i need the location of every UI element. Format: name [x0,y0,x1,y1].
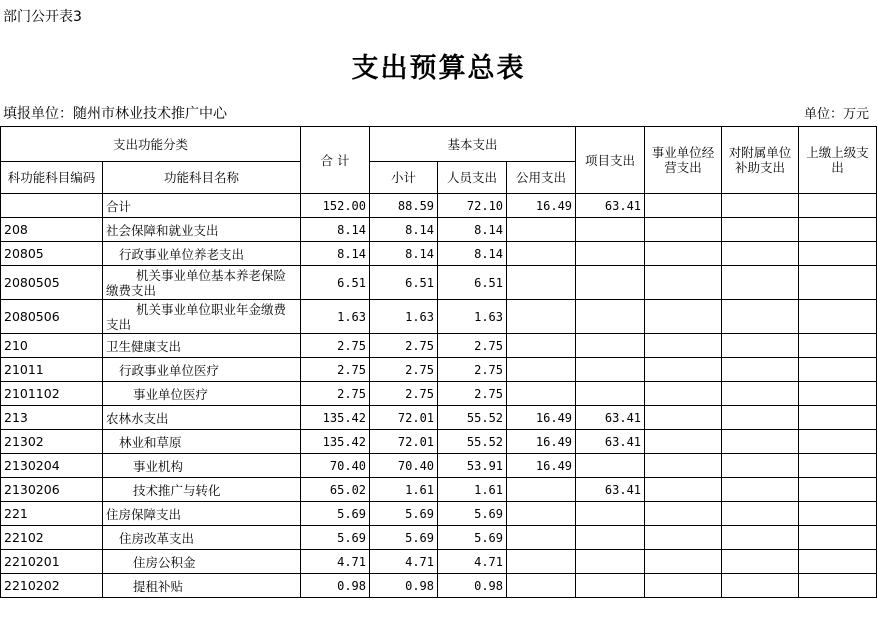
cell-upper [799,300,877,334]
cell-code: 213 [1,406,103,430]
cell-total: 152.00 [301,194,370,218]
cell-subtotal: 1.61 [370,478,438,502]
header-row-1 [1,127,877,162]
cell-public [507,358,576,382]
cell-code: 208 [1,218,103,242]
table-row [1,454,877,478]
cell-code: 2130206 [1,478,103,502]
cell-sub-unit [722,478,799,502]
cell-name: 住房改革支出 [103,526,301,550]
cell-total: 65.02 [301,478,370,502]
cell-upper [799,334,877,358]
cell-project [576,300,645,334]
cell-public: 16.49 [507,430,576,454]
cell-code: 2210201 [1,550,103,574]
currency-unit: 单位：万元 [803,107,869,122]
header-code: 科功能科目编码 [1,162,103,194]
table-row [1,502,877,526]
cell-code: 2101102 [1,382,103,406]
header-total: 合 计 [301,127,370,194]
cell-total: 6.51 [301,266,370,300]
cell-upper [799,430,877,454]
cell-name: 林业和草原 [103,430,301,454]
cell-public [507,574,576,598]
cell-project [576,382,645,406]
cell-total: 2.75 [301,382,370,406]
cell-biz [645,574,722,598]
cell-subtotal: 2.75 [370,334,438,358]
cell-biz [645,266,722,300]
cell-project: 63.41 [576,478,645,502]
cell-name: 住房公积金 [103,550,301,574]
cell-upper [799,266,877,300]
cell-biz [645,300,722,334]
cell-name: 机关事业单位基本养老保险缴费支出 [103,266,301,300]
cell-upper [799,382,877,406]
cell-public: 16.49 [507,194,576,218]
cell-public [507,382,576,406]
header-public: 公用支出 [507,162,576,194]
cell-name: 技术推广与转化 [103,478,301,502]
cell-sub-unit [722,502,799,526]
document-tag: 部门公开表3 [3,9,82,25]
cell-public: 16.49 [507,454,576,478]
cell-sub-unit [722,574,799,598]
cell-upper [799,218,877,242]
cell-upper [799,478,877,502]
header-func-class: 支出功能分类 [1,127,301,162]
budget-table [0,126,877,598]
cell-sub-unit [722,430,799,454]
cell-personnel: 53.91 [438,454,507,478]
cell-personnel: 5.69 [438,502,507,526]
cell-total: 0.98 [301,574,370,598]
cell-personnel: 0.98 [438,574,507,598]
header-project: 项目支出 [576,127,645,194]
cell-name: 住房保障支出 [103,502,301,526]
cell-subtotal: 5.69 [370,526,438,550]
cell-name: 提租补贴 [103,574,301,598]
table-row [1,242,877,266]
cell-total: 8.14 [301,218,370,242]
cell-code: 22102 [1,526,103,550]
cell-public [507,526,576,550]
cell-sub-unit [722,550,799,574]
cell-subtotal: 72.01 [370,406,438,430]
table-row [1,550,877,574]
cell-project [576,502,645,526]
cell-public [507,218,576,242]
table-row [1,406,877,430]
cell-sub-unit [722,266,799,300]
cell-biz [645,218,722,242]
header-subtotal: 小计 [370,162,438,194]
table-row [1,526,877,550]
cell-personnel: 1.61 [438,478,507,502]
cell-total: 8.14 [301,242,370,266]
cell-project [576,334,645,358]
cell-name: 事业单位医疗 [103,382,301,406]
page-title: 支出预算总表 [351,53,526,84]
cell-public [507,266,576,300]
cell-personnel: 8.14 [438,242,507,266]
cell-upper [799,194,877,218]
cell-name: 行政事业单位医疗 [103,358,301,382]
header-personnel: 人员支出 [438,162,507,194]
cell-personnel: 4.71 [438,550,507,574]
cell-upper [799,454,877,478]
cell-sub-unit [722,334,799,358]
cell-subtotal: 88.59 [370,194,438,218]
cell-name: 农林水支出 [103,406,301,430]
cell-total: 4.71 [301,550,370,574]
table-row [1,430,877,454]
cell-code: 2080505 [1,266,103,300]
cell-subtotal: 4.71 [370,550,438,574]
cell-sub-unit [722,194,799,218]
header-sub-unit: 对附属单位补助支出 [722,127,799,194]
cell-personnel: 72.10 [438,194,507,218]
cell-total: 70.40 [301,454,370,478]
cell-code: 221 [1,502,103,526]
header-name: 功能科目名称 [103,162,301,194]
cell-total: 5.69 [301,502,370,526]
cell-sub-unit [722,218,799,242]
table-row [1,382,877,406]
table-row [1,574,877,598]
cell-personnel: 8.14 [438,218,507,242]
cell-personnel: 1.63 [438,300,507,334]
cell-code: 2080506 [1,300,103,334]
cell-subtotal: 8.14 [370,218,438,242]
cell-upper [799,242,877,266]
cell-personnel: 2.75 [438,382,507,406]
cell-public: 16.49 [507,406,576,430]
cell-biz [645,430,722,454]
cell-upper [799,526,877,550]
cell-total: 2.75 [301,334,370,358]
cell-code [1,194,103,218]
cell-personnel: 55.52 [438,406,507,430]
table-row [1,334,877,358]
cell-subtotal: 2.75 [370,358,438,382]
cell-biz [645,406,722,430]
cell-sub-unit [722,242,799,266]
cell-name: 机关事业单位职业年金缴费支出 [103,300,301,334]
cell-personnel: 2.75 [438,358,507,382]
cell-public [507,300,576,334]
cell-project [576,550,645,574]
cell-project [576,454,645,478]
cell-project: 63.41 [576,194,645,218]
cell-biz [645,242,722,266]
cell-sub-unit [722,300,799,334]
cell-public [507,550,576,574]
cell-name: 卫生健康支出 [103,334,301,358]
cell-project [576,242,645,266]
cell-subtotal: 70.40 [370,454,438,478]
cell-biz [645,526,722,550]
cell-personnel: 5.69 [438,526,507,550]
cell-code: 2210202 [1,574,103,598]
cell-sub-unit [722,526,799,550]
cell-biz [645,454,722,478]
cell-code: 210 [1,334,103,358]
cell-subtotal: 5.69 [370,502,438,526]
cell-total: 1.63 [301,300,370,334]
cell-subtotal: 0.98 [370,574,438,598]
table-row [1,194,877,218]
header-basic: 基本支出 [370,127,576,162]
cell-upper [799,574,877,598]
cell-code: 21302 [1,430,103,454]
cell-project [576,266,645,300]
table-row [1,478,877,502]
cell-subtotal: 8.14 [370,242,438,266]
cell-biz [645,502,722,526]
table-row [1,266,877,300]
cell-code: 2130204 [1,454,103,478]
cell-sub-unit [722,454,799,478]
cell-total: 135.42 [301,430,370,454]
cell-public [507,502,576,526]
cell-sub-unit [722,358,799,382]
cell-personnel: 2.75 [438,334,507,358]
reporting-unit: 填报单位：随州市林业技术推广中心 [3,106,227,122]
cell-project [576,526,645,550]
cell-upper [799,550,877,574]
cell-upper [799,358,877,382]
cell-subtotal: 2.75 [370,382,438,406]
cell-sub-unit [722,406,799,430]
cell-subtotal: 1.63 [370,300,438,334]
cell-upper [799,502,877,526]
cell-name: 合计 [103,194,301,218]
header-upper: 上缴上级支出 [799,127,877,194]
cell-personnel: 6.51 [438,266,507,300]
cell-name: 社会保障和就业支出 [103,218,301,242]
cell-sub-unit [722,382,799,406]
cell-code: 21011 [1,358,103,382]
cell-subtotal: 72.01 [370,430,438,454]
cell-total: 2.75 [301,358,370,382]
table-row [1,218,877,242]
table-row [1,300,877,334]
cell-subtotal: 6.51 [370,266,438,300]
cell-total: 135.42 [301,406,370,430]
cell-project: 63.41 [576,430,645,454]
cell-project [576,218,645,242]
cell-biz [645,478,722,502]
cell-personnel: 55.52 [438,430,507,454]
cell-biz [645,194,722,218]
cell-biz [645,382,722,406]
cell-biz [645,358,722,382]
cell-total: 5.69 [301,526,370,550]
cell-public [507,242,576,266]
cell-project [576,574,645,598]
cell-public [507,478,576,502]
cell-code: 20805 [1,242,103,266]
cell-upper [799,406,877,430]
cell-biz [645,334,722,358]
table-row [1,358,877,382]
cell-project: 63.41 [576,406,645,430]
cell-name: 行政事业单位养老支出 [103,242,301,266]
cell-public [507,334,576,358]
cell-project [576,358,645,382]
header-biz: 事业单位经营支出 [645,127,722,194]
cell-name: 事业机构 [103,454,301,478]
cell-biz [645,550,722,574]
